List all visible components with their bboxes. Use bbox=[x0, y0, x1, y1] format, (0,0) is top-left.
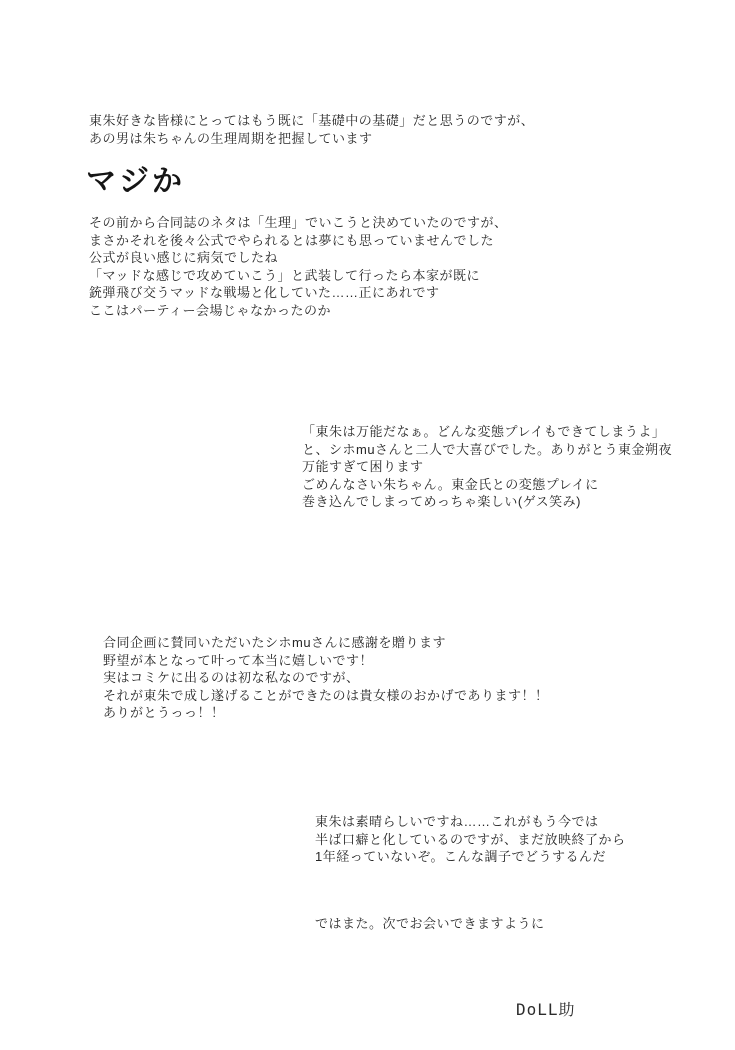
page-title: マジか bbox=[86, 165, 185, 198]
text-line: ありがとうっっ！！ bbox=[103, 705, 225, 720]
text-line: 実はコミケに出るのは初な私なのですが、 bbox=[103, 670, 360, 685]
text-line: 巻き込んでしまってめっちゃ楽しい(ゲス笑み) bbox=[302, 494, 582, 509]
text-line: ではまた。次でお会いできますように bbox=[315, 916, 545, 931]
text-line: ごめんなさい朱ちゃん。東金氏との変態プレイに bbox=[302, 476, 599, 492]
text-line: ここはパーティー会場じゃなかったのか bbox=[89, 302, 331, 318]
text-line: 東朱好きな皆様にとってはもう既に「基礎中の基礎」だと思うのですが、 bbox=[89, 113, 535, 128]
text-line: 合同企画に賛同いただいたシホmuさんに感謝を贈ります bbox=[103, 635, 447, 650]
main-paragraph bbox=[89, 214, 508, 319]
text-line: 野望が本となって叶って本当に嬉しいです！ bbox=[103, 652, 374, 668]
text-line: 公式が良い感じに病気でしたね bbox=[89, 250, 279, 265]
text-line: と、シホmuさんと二人で大喜びでした。ありがとう東金朔夜 bbox=[302, 441, 673, 457]
thanks-paragraph bbox=[103, 634, 549, 722]
text-line: 東朱は素晴らしいですね……これがもう今では bbox=[315, 814, 599, 829]
text-line: まさかそれを後々公式でやられるとは夢にも思っていませんでした bbox=[89, 232, 495, 248]
closing-line bbox=[315, 915, 545, 933]
text-line: その前から合同誌のネタは「生理」でいこうと決めていたのですが、 bbox=[89, 215, 508, 230]
text-line: あの男は朱ちゃんの生理周期を把握しています bbox=[89, 130, 373, 146]
text-line: 「東朱は万能だなぁ。どんな変態プレイもできてしまうよ」 bbox=[302, 424, 666, 439]
author-signature: DoLL助 bbox=[516, 1000, 576, 1019]
intro-paragraph bbox=[89, 112, 534, 147]
text-line: 半ば口癖と化しているのですが、まだ放映終了から bbox=[315, 831, 626, 847]
text-line: 銃弾飛び交うマッドな戦場と化していた……正にあれです bbox=[89, 285, 440, 300]
text-line: 「マッドな感じで攻めていこう」と武装して行ったら本家が既に bbox=[89, 267, 480, 283]
text-line: 1年経っていないぞ。こんな調子でどうするんだ bbox=[315, 849, 606, 864]
catchphrase-paragraph bbox=[315, 813, 626, 866]
quote-paragraph bbox=[302, 423, 672, 511]
text-line: それが東朱で成し遂げることができたのは貴女様のおかげであります！！ bbox=[103, 687, 549, 703]
text-line: 万能すぎて困ります bbox=[302, 459, 424, 474]
